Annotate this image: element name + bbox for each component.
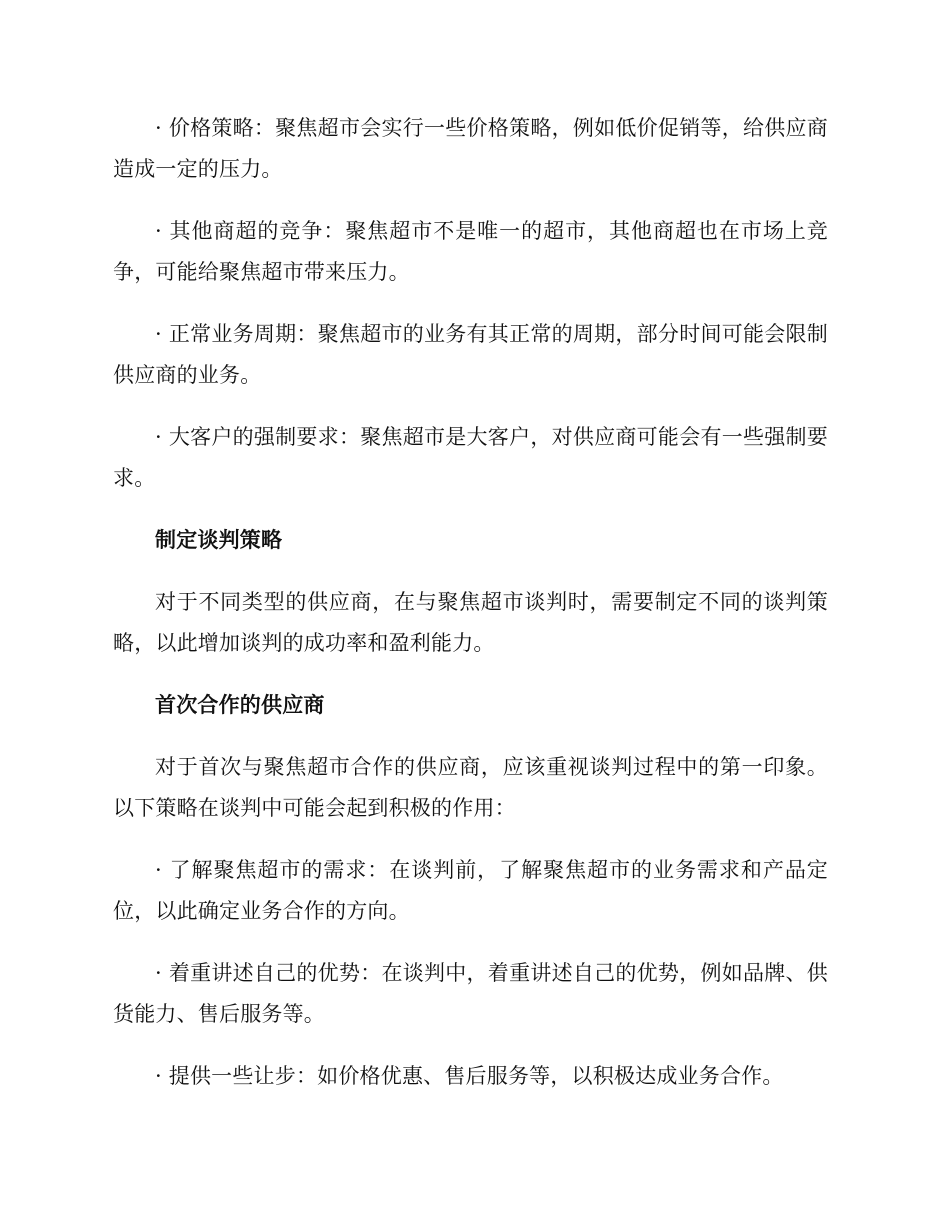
section-heading-first-time-suppliers: 首次合作的供应商 [155, 693, 325, 717]
bullet-competition: · 其他商超的竞争：聚焦超市不是唯一的超市，其他商超也在市场上竞争，可能给聚焦超市带来压力。 [113, 219, 828, 284]
bullet-offer-concessions: · 提供一些让步：如价格优惠、售后服务等，以积极达成业务合作。 [155, 1064, 784, 1088]
paragraph-negotiation-intro: 对于不同类型的供应商，在与聚焦超市谈判时，需要制定不同的谈判策略，以此增加谈判的成功率和盈利能力。 [113, 590, 828, 655]
bullet-price-strategy: · 价格策略：聚焦超市会实行一些价格策略，例如低价促销等，给供应商造成一定的压力。 [113, 116, 828, 181]
bullet-emphasize-strengths: · 着重讲述自己的优势：在谈判中，着重讲述自己的优势，例如品牌、供货能力、售后服务等。 [113, 961, 828, 1026]
paragraph-first-time-intro: 对于首次与聚焦超市合作的供应商，应该重视谈判过程中的第一印象。以下策略在谈判中可能会起到积极的作用： [113, 755, 828, 820]
bullet-business-cycle: · 正常业务周期：聚焦超市的业务有其正常的周期，部分时间可能会限制供应商的业务。 [113, 322, 828, 387]
bullet-understand-needs: · 了解聚焦超市的需求：在谈判前，了解聚焦超市的业务需求和产品定位，以此确定业务合作的方向。 [113, 858, 828, 923]
bullet-key-customer-requirements: · 大客户的强制要求：聚焦超市是大客户，对供应商可能会有一些强制要求。 [113, 425, 828, 490]
section-heading-negotiation-strategy: 制定谈判策略 [155, 528, 283, 552]
